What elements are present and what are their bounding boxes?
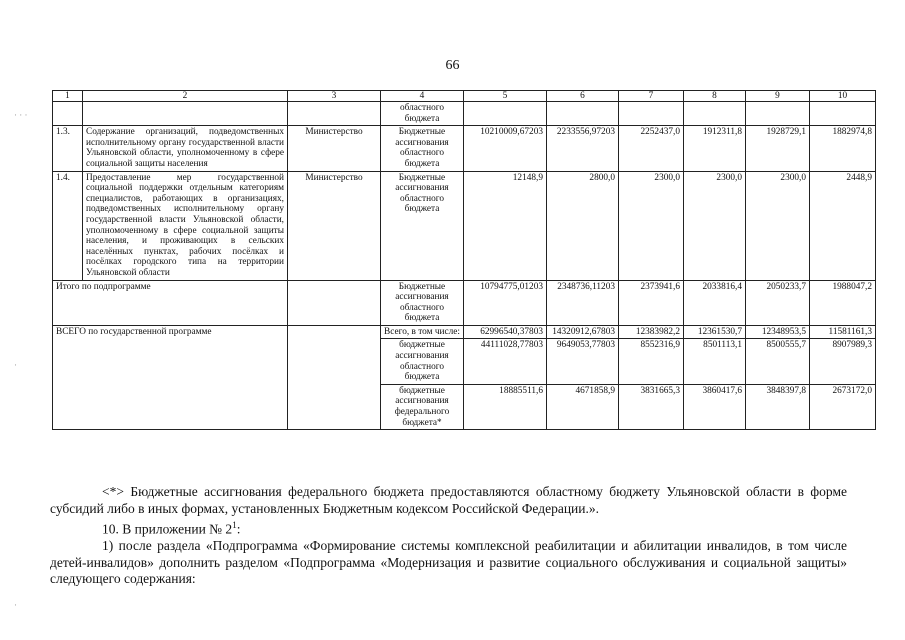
table-row-1-4 xyxy=(53,171,876,280)
total-amount: 18885511,6 xyxy=(464,384,547,429)
year-amount: 2300,0 xyxy=(746,171,810,280)
continued-row xyxy=(53,102,876,126)
year-amount: 12348953,5 xyxy=(746,325,810,339)
year-amount: 9649053,77803 xyxy=(547,339,619,384)
footnote: <*> Бюджетные ассигнования федерального бюджета предоставляются областному бюджету Ульяновской области в форме субсидий либо в иных формах, установленных Бюджетным кодексом Российской Федерации.». xyxy=(50,484,847,516)
funding-source: бюджетные ассигнования областного бюджета xyxy=(381,339,464,384)
funding-source: Всего, в том числе: xyxy=(381,325,464,339)
year-amount: 2800,0 xyxy=(547,171,619,280)
year-amount: 8907989,3 xyxy=(810,339,876,384)
scan-artifact: · · · xyxy=(14,110,28,120)
year-amount: 2373941,6 xyxy=(619,280,684,325)
subtotal-label: Итого по подпрограмме xyxy=(53,280,288,325)
column-number: 10 xyxy=(810,91,876,102)
year-amount: 2448,9 xyxy=(810,171,876,280)
item-10-text: 10. В приложении № 2 xyxy=(102,521,233,537)
column-number-row xyxy=(53,91,876,102)
scan-artifact: · xyxy=(14,600,17,610)
year-amount: 2673172,0 xyxy=(810,384,876,429)
row-number: 1.3. xyxy=(53,126,83,171)
executor: Министерство xyxy=(288,171,381,280)
funding-source: областного бюджета xyxy=(381,102,464,126)
year-amount: 2233556,97203 xyxy=(547,126,619,171)
page-number: 66 xyxy=(445,58,460,73)
year-amount: 3848397,8 xyxy=(746,384,810,429)
total-amount: 12148,9 xyxy=(464,171,547,280)
year-amount: 11581161,3 xyxy=(810,325,876,339)
total-amount: 10794775,01203 xyxy=(464,280,547,325)
year-amount: 12383982,2 xyxy=(619,325,684,339)
year-amount: 1928729,1 xyxy=(746,126,810,171)
funding-source: Бюджетные ассигнования областного бюджета xyxy=(381,126,464,171)
year-amount: 2033816,4 xyxy=(684,280,746,325)
funding-source: Бюджетные ассигнования областного бюджета xyxy=(381,280,464,325)
year-amount: 1882974,8 xyxy=(810,126,876,171)
item-1-paragraph: 1) после раздела «Подпрограмма «Формирование системы комплексной реабилитации и абилитации инвалидов, в том числе детей-инвалидов» дополнить разделом «Подпрограмма «Модернизация и развитие социального обслуживания и социальной защиты» следующего содержания: xyxy=(50,538,847,586)
column-number: 3 xyxy=(288,91,381,102)
year-amount: 2050233,7 xyxy=(746,280,810,325)
item-10-superscript: 1 xyxy=(232,520,237,530)
table-row-1-3 xyxy=(53,126,876,171)
year-amount: 2300,0 xyxy=(619,171,684,280)
budget-table xyxy=(52,90,876,430)
funding-source: бюджетные ассигнования федерального бюджета* xyxy=(381,384,464,429)
column-number: 7 xyxy=(619,91,684,102)
year-amount: 8501113,1 xyxy=(684,339,746,384)
funding-source: Бюджетные ассигнования областного бюджета xyxy=(381,171,464,280)
total-amount: 10210009,67203 xyxy=(464,126,547,171)
column-number: 5 xyxy=(464,91,547,102)
row-number: 1.4. xyxy=(53,171,83,280)
year-amount: 4671858,9 xyxy=(547,384,619,429)
year-amount: 2300,0 xyxy=(684,171,746,280)
item-10-colon: : xyxy=(236,521,241,537)
scan-artifact: · xyxy=(14,360,17,370)
year-amount: 2252437,0 xyxy=(619,126,684,171)
column-number: 6 xyxy=(547,91,619,102)
grand-total-row xyxy=(53,325,876,339)
year-amount: 14320912,67803 xyxy=(547,325,619,339)
year-amount: 12361530,7 xyxy=(684,325,746,339)
year-amount: 8552316,9 xyxy=(619,339,684,384)
year-amount: 2348736,11203 xyxy=(547,280,619,325)
year-amount: 1988047,2 xyxy=(810,280,876,325)
column-number: 8 xyxy=(684,91,746,102)
activity-name: Предоставление мер государственной социальной поддержки отдельным категориям специалистов, работающих в организациях, подведомственных исполнительному органу государственной власти Ульяновской области, уполномоченному в сфере социальной защиты населения, и проживающих в сельских населённых пунктах, рабочих посёлках и посёлках городского типа на территории Ульяновской области xyxy=(83,171,288,280)
total-amount: 44111028,77803 xyxy=(464,339,547,384)
year-amount: 8500555,7 xyxy=(746,339,810,384)
column-number: 2 xyxy=(83,91,288,102)
column-number: 4 xyxy=(381,91,464,102)
column-number: 1 xyxy=(53,91,83,102)
year-amount: 3831665,3 xyxy=(619,384,684,429)
year-amount: 1912311,8 xyxy=(684,126,746,171)
subtotal-row xyxy=(53,280,876,325)
total-amount: 62996540,37803 xyxy=(464,325,547,339)
executor: Министерство xyxy=(288,126,381,171)
document-text xyxy=(50,484,847,588)
item-10 xyxy=(50,517,847,538)
activity-name: Содержание организаций, подведомственных исполнительному органу государственной власти Ульяновской области, уполномоченному в сфере социальной защиты населения xyxy=(83,126,288,171)
column-number: 9 xyxy=(746,91,810,102)
grand-total-label: ВСЕГО по государственной программе xyxy=(53,325,288,429)
year-amount: 3860417,6 xyxy=(684,384,746,429)
